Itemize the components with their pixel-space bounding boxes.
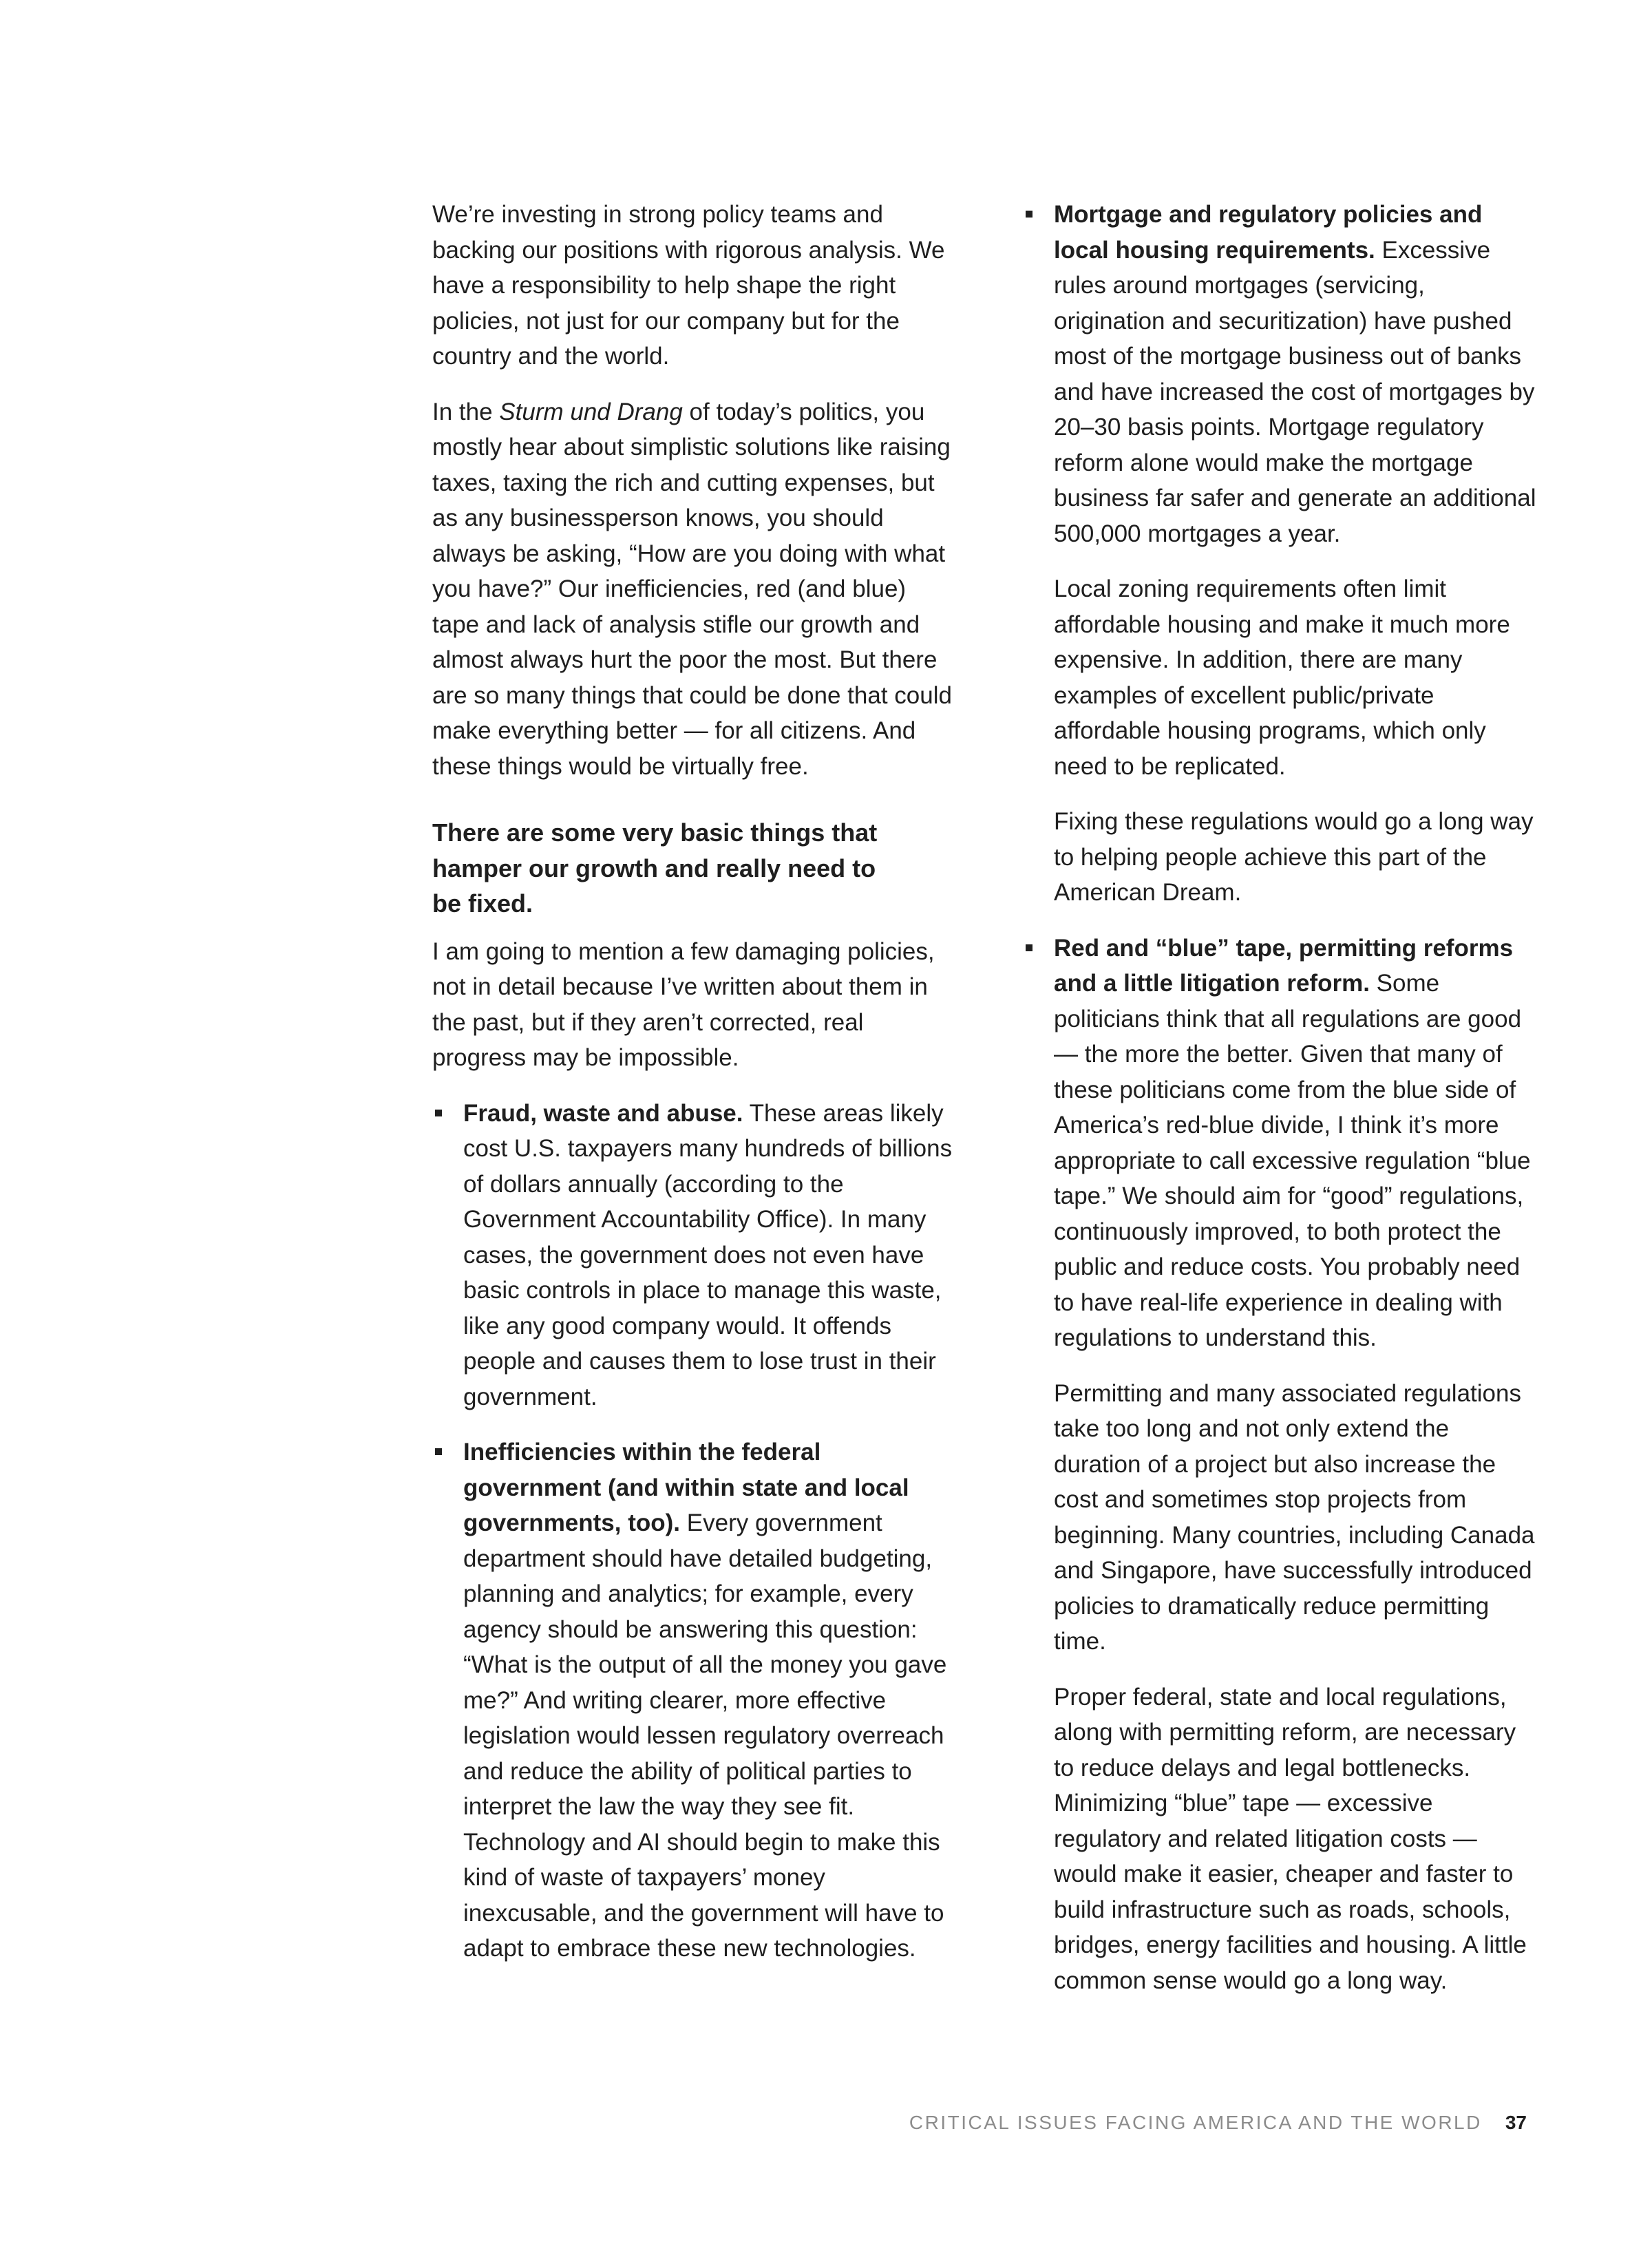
paragraph-text-end: of today’s politics, you mostly hear about simplistic solutions like raising taxes, taxing the rich and cutting expenses, but as any businessperson knows, you should always be asking, “How are you doing with what you have?” Our inefficiencies, red (and blue) tape and lack of analysis stifle our growth and almost always hurt the poor the most. But there are so many things that could be done that could make everything better — for all citizens. And these things would be virtually free. [432, 398, 952, 780]
bullet-item-mortgage [1023, 197, 1540, 551]
section-heading: There are some very basic things that hamper our growth and really need to be fixed. [432, 818, 878, 918]
square-bullet-icon [435, 1110, 442, 1116]
bullet-item-fraud [432, 1096, 955, 1415]
square-bullet-icon [435, 1448, 442, 1455]
bullet-lead: Red and “blue” tape, permitting reforms and a little litigation reform. [1054, 934, 1514, 997]
sturm-und-drang-paragraph [432, 394, 955, 785]
bullet-body: Some politicians think that all regulations are good — the more the better. Given that many of these politicians come from the blue side of America’s red-blue divide, I think it’s more appropriate to call excessive regulation “blue tape.” We should aim for “good” regulations, continuously improved, to both protect the public and reduce costs. You probably need to have real-life experience in dealing with regulations to understand this. [1054, 970, 1531, 1351]
bullet-text [463, 1434, 955, 1967]
bullet-item-red-blue-tape [1023, 931, 1540, 1356]
left-column [432, 197, 955, 1987]
bullet-body: These areas likely cost U.S. taxpayers many hundreds of billions of dollars annually (according to the Government Accountability Office). In many cases, the government does not even have basic controls in place to manage this waste, like any good company would. It offends people and causes them to lose trust in their government. [463, 1099, 953, 1410]
policies-intro-paragraph: I am going to mention a few damaging policies, not in detail because I’ve written about them in the past, but if they aren’t corrected, real progress may be impossible. [432, 937, 935, 1071]
american-dream-paragraph: Fixing these regulations would go a long way to helping people achieve this part of the American Dream. [1054, 808, 1534, 906]
bullet-text [1054, 931, 1540, 1356]
bullet-lead: Mortgage and regulatory policies and local housing requirements. [1054, 201, 1483, 264]
page-number: 37 [1505, 2112, 1527, 2133]
intro-paragraph: We’re investing in strong policy teams and backing our positions with rigorous analysis. We have a responsibility to help shape the right policies, not just for our company but for the country and the world. [432, 201, 945, 370]
bullet-text [463, 1096, 955, 1415]
running-title: CRITICAL ISSUES FACING AMERICA AND THE WORLD [909, 2112, 1482, 2133]
permitting-paragraph: Permitting and many associated regulations take too long and not only extend the duration of a project but also increase the cost and sometimes stop projects from beginning. Many countries, including Canada and Singapore, have successfully introduced policies to dramatically reduce permitting time. [1054, 1379, 1535, 1655]
right-column [1023, 197, 1540, 2018]
bullet-body: Every government department should have detailed budgeting, planning and analytics; for example, every agency should be answering this question: “What is the output of all the money you gave me?” And writing clearer, more effective legislation would lessen regulatory overreach and reduce the ability of political parties to interpret the law the way they see fit. Technology and AI should begin to make this kind of waste of taxpayers’ money inexcusable, and the government will have to adapt to embrace these new technologies. [463, 1509, 947, 1962]
paragraph-text-start: In the [432, 398, 500, 425]
bullet-text [1054, 197, 1540, 551]
italic-phrase: Sturm und Drang [499, 398, 683, 425]
zoning-paragraph: Local zoning requirements often limit affordable housing and make it much more expensive. In addition, there are many examples of excellent public/private affordable housing programs, which only need to be replicated. [1054, 575, 1510, 780]
bullet-item-inefficiencies [432, 1434, 955, 1967]
bullet-lead: Fraud, waste and abuse. [463, 1099, 743, 1127]
bullet-lead: Inefficiencies within the federal government (and within state and local governments, too). [463, 1439, 909, 1536]
square-bullet-icon [1026, 211, 1032, 218]
bullet-body: Excessive rules around mortgages (servicing, origination and securitization) have pushed most of the mortgage business out of banks and have increased the cost of mortgages by 20–30 basis points. Mortgage regulatory reform alone would make the mortgage business far safer and generate an additional 500,000 mortgages a year. [1054, 236, 1536, 547]
regulations-paragraph: Proper federal, state and local regulations, along with permitting reform, are necessary to reduce delays and legal bottlenecks. Minimizing “blue” tape — excessive regulatory and related litigation costs — would make it easier, cheaper and faster to build infrastructure such as roads, schools, bridges, energy facilities and housing. A little common sense would go a long way. [1054, 1683, 1527, 1994]
square-bullet-icon [1026, 944, 1032, 951]
page-footer [909, 2110, 1527, 2135]
